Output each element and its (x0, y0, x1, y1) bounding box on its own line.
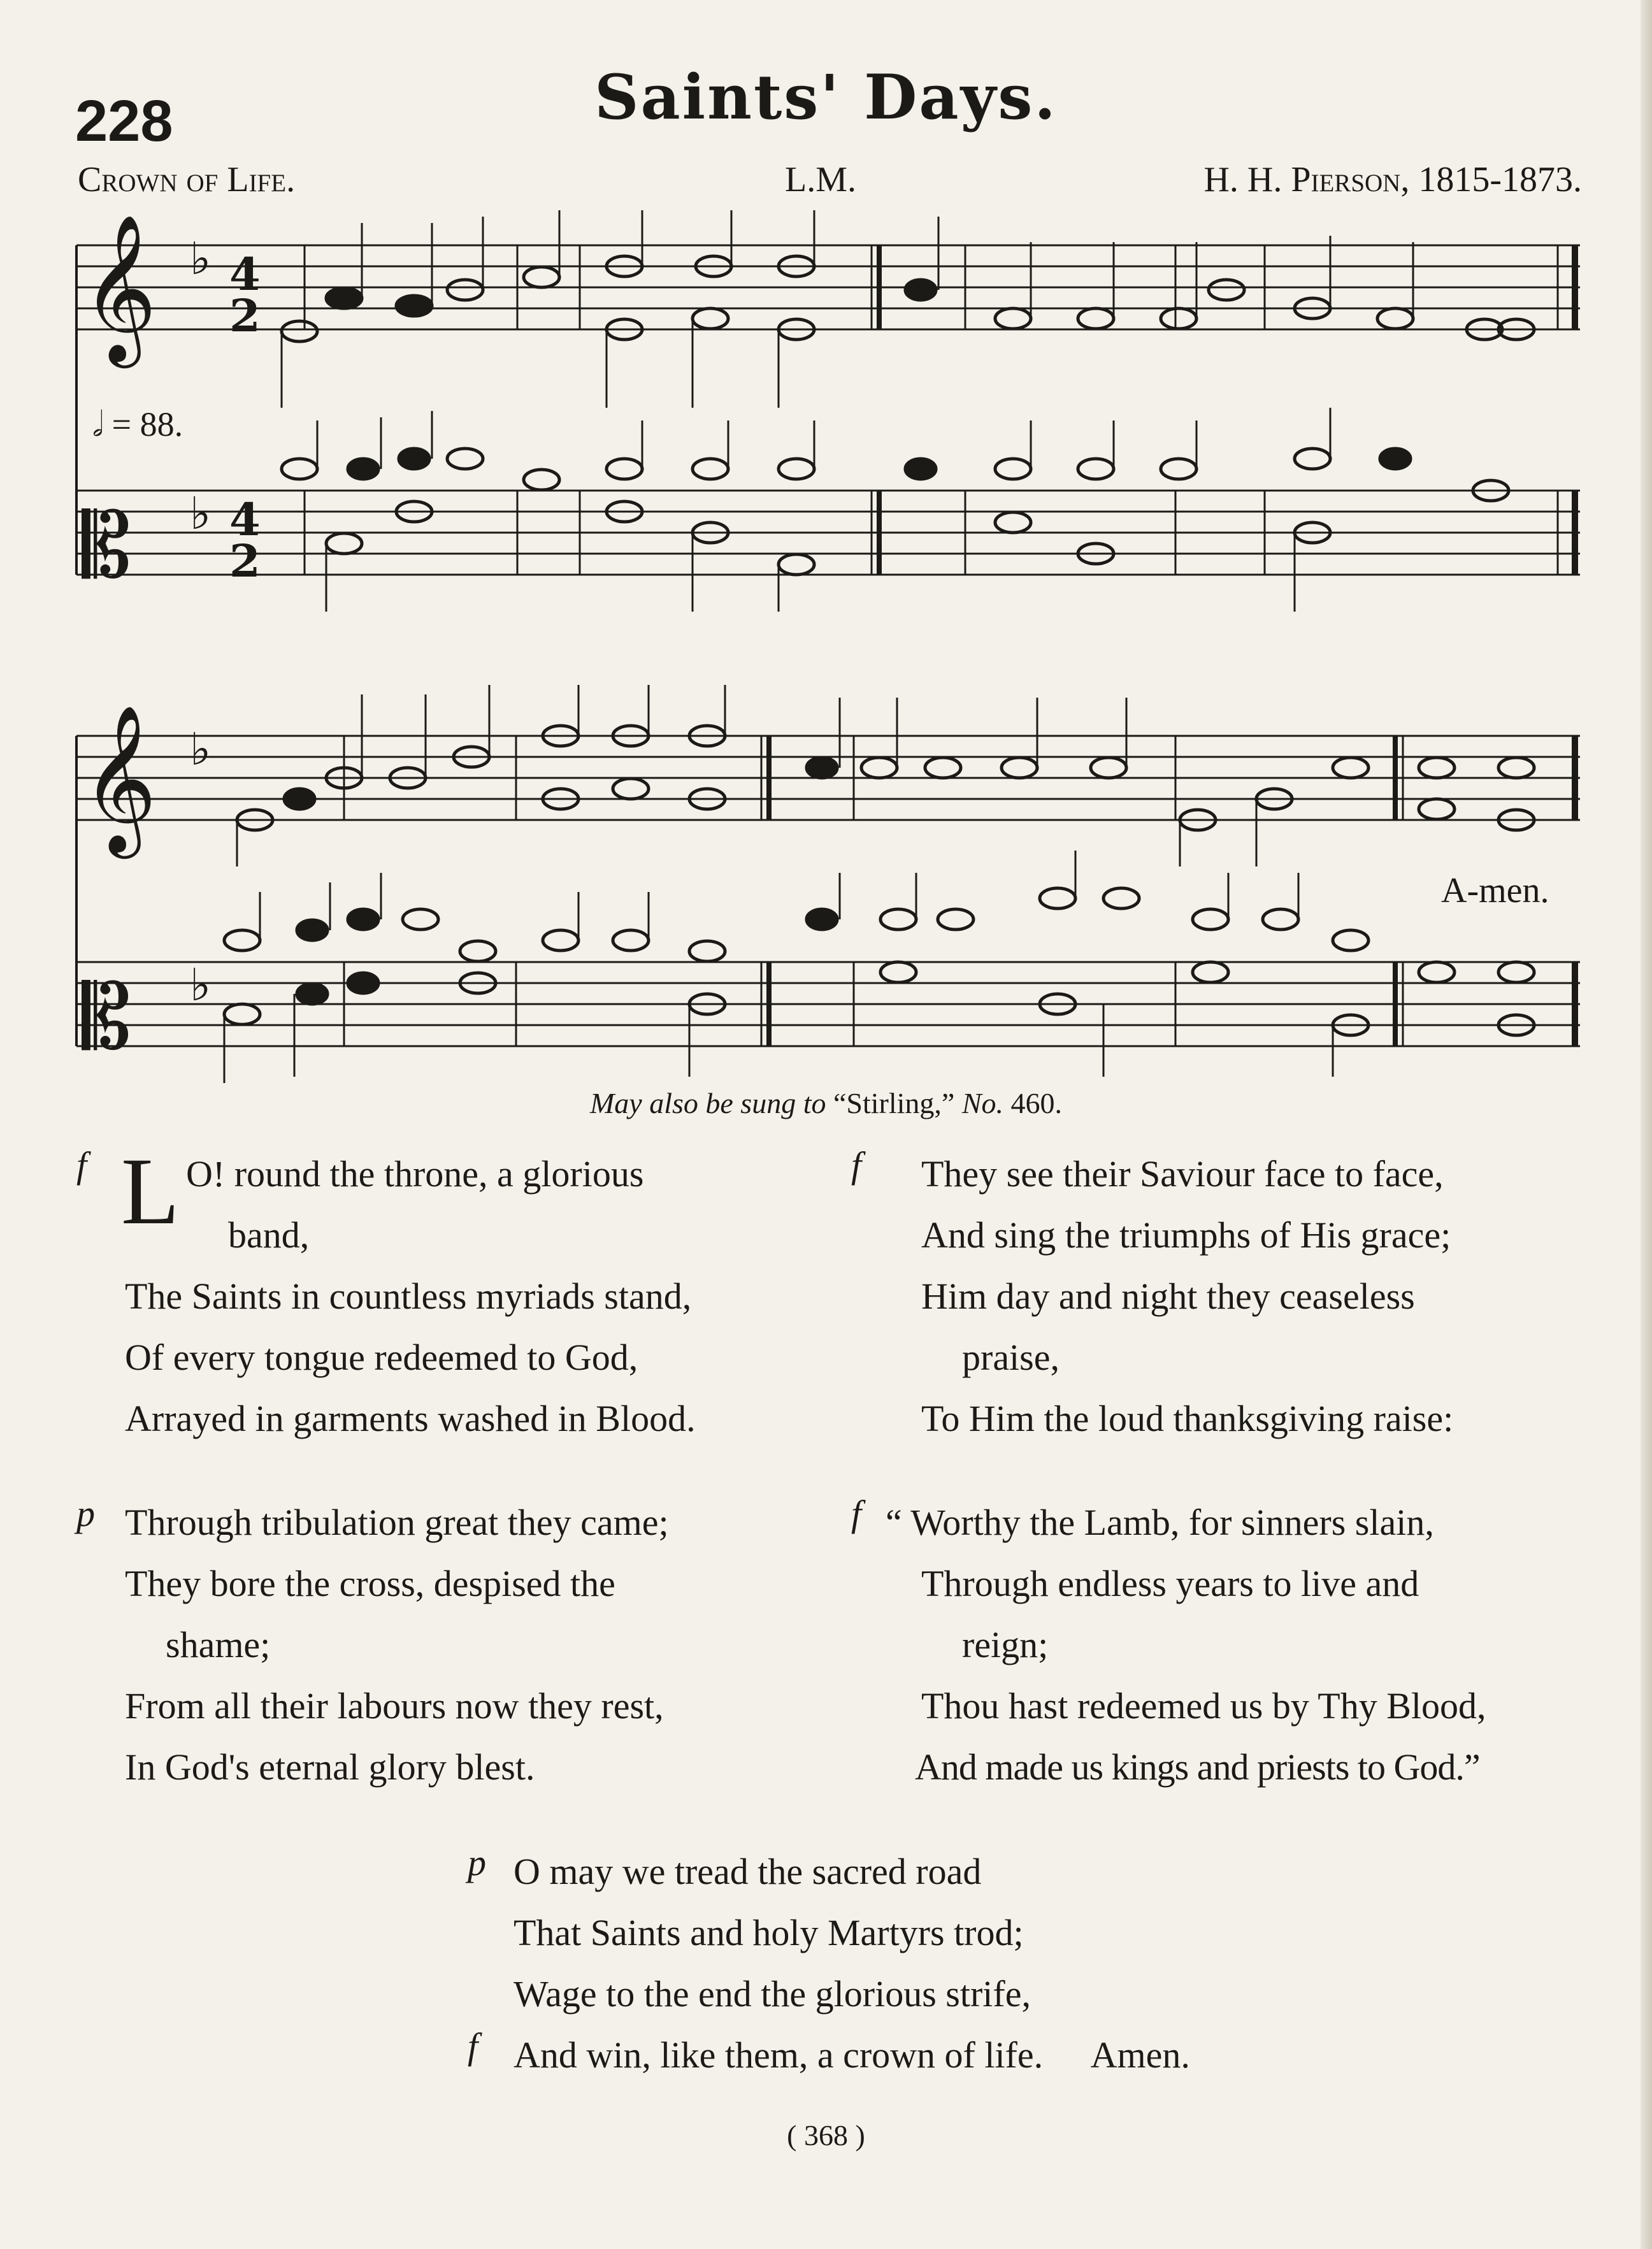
treble-clef-icon: 𝄞 (82, 213, 157, 362)
page-number: ( 368 ) (787, 2119, 865, 2152)
verse-line: praise, (962, 1337, 1059, 1378)
bass-clef-icon: 𝄡 (82, 494, 132, 598)
verse-line: O may we tread the sacred road (514, 1851, 982, 1892)
section-title: Saints' Days. (594, 61, 1058, 133)
dynamic-mark: p (468, 1842, 486, 1883)
dynamic-mark: f (76, 1144, 87, 1186)
flat-icon: ♭ (190, 723, 212, 775)
verse-line: And made us kings and priests to God.” (915, 1746, 1480, 1788)
verse-line: They see their Saviour face to face, (921, 1153, 1444, 1195)
time-sig-bottom: 2 (229, 289, 261, 342)
verse-line: Him day and night they ceaseless (921, 1275, 1415, 1317)
verse-line: They bore the cross, despised the (125, 1563, 615, 1604)
verse-line: The Saints in countless myriads stand, (125, 1275, 692, 1317)
verse-line-text: O! round the throne, a glorious (186, 1153, 644, 1195)
alternate-tune-prefix: May also be sung to (589, 1087, 826, 1119)
time-sig-bottom: 2 (229, 535, 261, 587)
flat-icon: ♭ (190, 487, 212, 540)
tune-name: Crown of Life. (78, 160, 296, 199)
hymn-number: 228 (75, 89, 173, 154)
verse-line: Arrayed in garments washed in Blood. (125, 1398, 696, 1439)
verse-5 (514, 1841, 1342, 2086)
dynamic-mark: p (76, 1493, 95, 1534)
dynamic-mark: f (851, 1493, 862, 1534)
verse-line (514, 2025, 1342, 2086)
amen-label: A-men. (1441, 871, 1549, 910)
verse-line: Of every tongue redeemed to God, (125, 1337, 638, 1378)
alternate-tune-note (0, 1086, 1652, 1120)
verse-line: Through tribulation great they came; (125, 1502, 669, 1543)
verse-line: From all their labours now they rest, (125, 1685, 664, 1727)
verse-line: Thou hast redeemed us by Thy Blood, (921, 1685, 1486, 1727)
alternate-tune-number: 460. (1010, 1087, 1063, 1119)
verse-2 (921, 1144, 1584, 1449)
music-score (0, 0, 1652, 1083)
note-stems (224, 210, 1413, 1083)
verse-line: In God's eternal glory blest. (125, 1746, 535, 1788)
verse-line: Through endless years to live and (921, 1563, 1419, 1604)
time-sig-top: 4 (229, 493, 261, 546)
dynamic-mark: f (468, 2025, 478, 2067)
dynamic-mark: f (851, 1144, 862, 1186)
verse-line-text: And win, like them, a crown of life. (514, 2034, 1044, 2076)
time-sig-top: 4 (229, 248, 261, 301)
noteheads (224, 256, 1534, 1035)
staff-system-1-bass (76, 491, 1580, 575)
verse-line: And sing the triumphs of His grace; (921, 1214, 1451, 1256)
verse-line: shame; (166, 1624, 271, 1665)
verse-line: “ Worthy the Lamb, for sinners slain, (886, 1502, 1434, 1543)
alternate-tune-no-label: No. (961, 1087, 1004, 1119)
alternate-tune-name: “Stirling,” (833, 1087, 955, 1119)
amen-text: Amen. (1090, 2034, 1190, 2076)
flat-icon: ♭ (190, 959, 212, 1011)
tune-meter: L.M. (785, 160, 856, 199)
tempo-marking: 𝅗𝅥 = 88. (92, 405, 183, 443)
verse-line: Wage to the end the glorious strife, (514, 1973, 1031, 2015)
verse-1 (125, 1144, 838, 1449)
tune-composer: H. H. Pierson, 1815-1873. (1203, 160, 1582, 199)
verse-4 (886, 1492, 1548, 1798)
verse-line (125, 1144, 838, 1205)
treble-clef-icon: 𝄞 (82, 704, 157, 852)
verse-line: That Saints and holy Martyrs trod; (514, 1912, 1024, 1953)
flat-icon: ♭ (190, 233, 212, 285)
drop-cap: L (121, 1139, 180, 1244)
bass-clef-icon: 𝄡 (82, 966, 132, 1070)
verse-line: band, (228, 1214, 310, 1256)
staff-system-1-treble (76, 245, 1580, 329)
verse-3 (125, 1492, 838, 1798)
verse-line: To Him the loud thanksgiving raise: (921, 1398, 1454, 1439)
verse-line: reign; (962, 1624, 1049, 1665)
